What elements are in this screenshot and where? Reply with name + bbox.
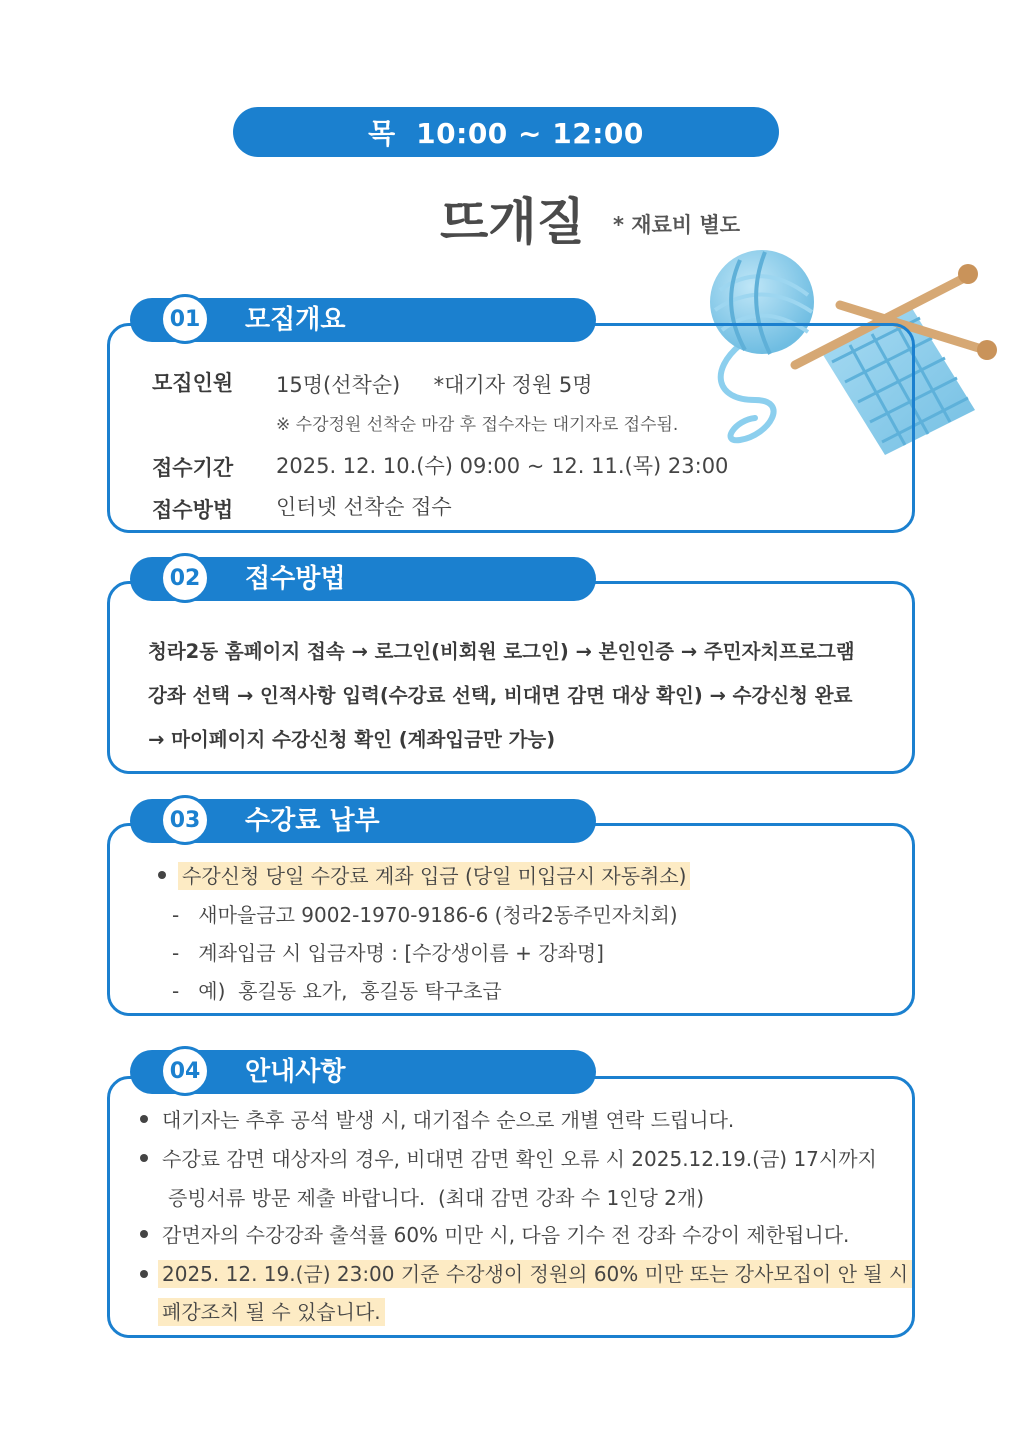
recruit-count-label: 모집인원 [152,371,234,395]
material-fee-note: * 재료비 별도 [613,213,741,237]
apply-step-line: 강좌 선택 → 인적사항 입력(수강료 선택, 비대면 감면 대상 확인) → 수강신청 완료 [148,684,853,707]
notice-item-highlight-continued: 폐강조치 될 수 있습니다. [158,1296,385,1325]
section-fee-header [130,799,596,843]
bullet-dot [158,871,166,879]
section-number: 01 [160,294,210,344]
section-overview-header [130,298,596,342]
period-label: 접수기간 [152,456,234,480]
fee-main-notice: 수강신청 당일 수강료 계좌 입금 (당일 미입금시 자동취소) [178,860,690,889]
notice-item: 대기자는 추후 공석 발생 시, 대기접수 순으로 개별 연락 드립니다. [162,1108,735,1132]
fee-bank-account: - 새마을금고 9002-1970-9186-6 (청라2동주민자치회) [172,903,678,927]
section-notice-header [130,1050,596,1094]
section-number: 04 [160,1046,210,1096]
recruit-count-value: 15명(선착순) *대기자 정원 5명 [276,373,593,397]
bullet-dot [140,1230,148,1238]
bullet-dot [140,1115,148,1123]
section-apply-header [130,557,596,601]
notice-item: 수강료 감면 대상자의 경우, 비대면 감면 확인 오류 시 2025.12.19.(금) 17시까지 [162,1147,877,1171]
bullet-dot [140,1154,148,1162]
apply-step-line: 청라2동 홈페이지 접속 → 로그인(비회원 로그인) → 본인인증 → 주민자치프로그램 [148,640,855,663]
method-label: 접수방법 [152,498,234,522]
section-number: 03 [160,795,210,845]
section-title: 안내사항 [245,1057,346,1087]
apply-step-line: → 마이페이지 수강신청 확인 (계좌입금만 가능) [148,728,556,751]
period-value: 2025. 12. 10.(수) 09:00 ~ 12. 11.(목) 23:00 [276,454,729,478]
section-title: 수강료 납부 [245,806,380,836]
waitlist-note: ※ 수강정원 선착순 마감 후 접수자는 대기자로 접수됨. [276,415,679,435]
fee-depositor-name: - 계좌입금 시 입금자명 : [수강생이름 + 강좌명] [172,941,604,965]
section-title: 접수방법 [245,564,346,594]
method-value: 인터넷 선착순 접수 [276,495,452,519]
schedule-banner [233,107,779,157]
section-title: 모집개요 [245,305,346,335]
schedule-text: 목 10:00 ~ 12:00 [368,117,644,150]
notice-item-continued: 증빙서류 방문 제출 바랍니다. (최대 감면 강좌 수 1인당 2개) [168,1186,705,1210]
page-title: 뜨개질 [440,193,585,251]
notice-item-highlight: 2025. 12. 19.(금) 23:00 기준 수강생이 정원의 60% 미만 또는 강사모집이 안 될 시 [158,1258,912,1287]
notice-item: 감면자의 수강강좌 출석률 60% 미만 시, 다음 기수 전 강좌 수강이 제한됩니다. [162,1223,850,1247]
fee-example: - 예) 홍길동 요가, 홍길동 탁구초급 [172,979,502,1003]
section-number: 02 [160,553,210,603]
bullet-dot [140,1270,148,1278]
